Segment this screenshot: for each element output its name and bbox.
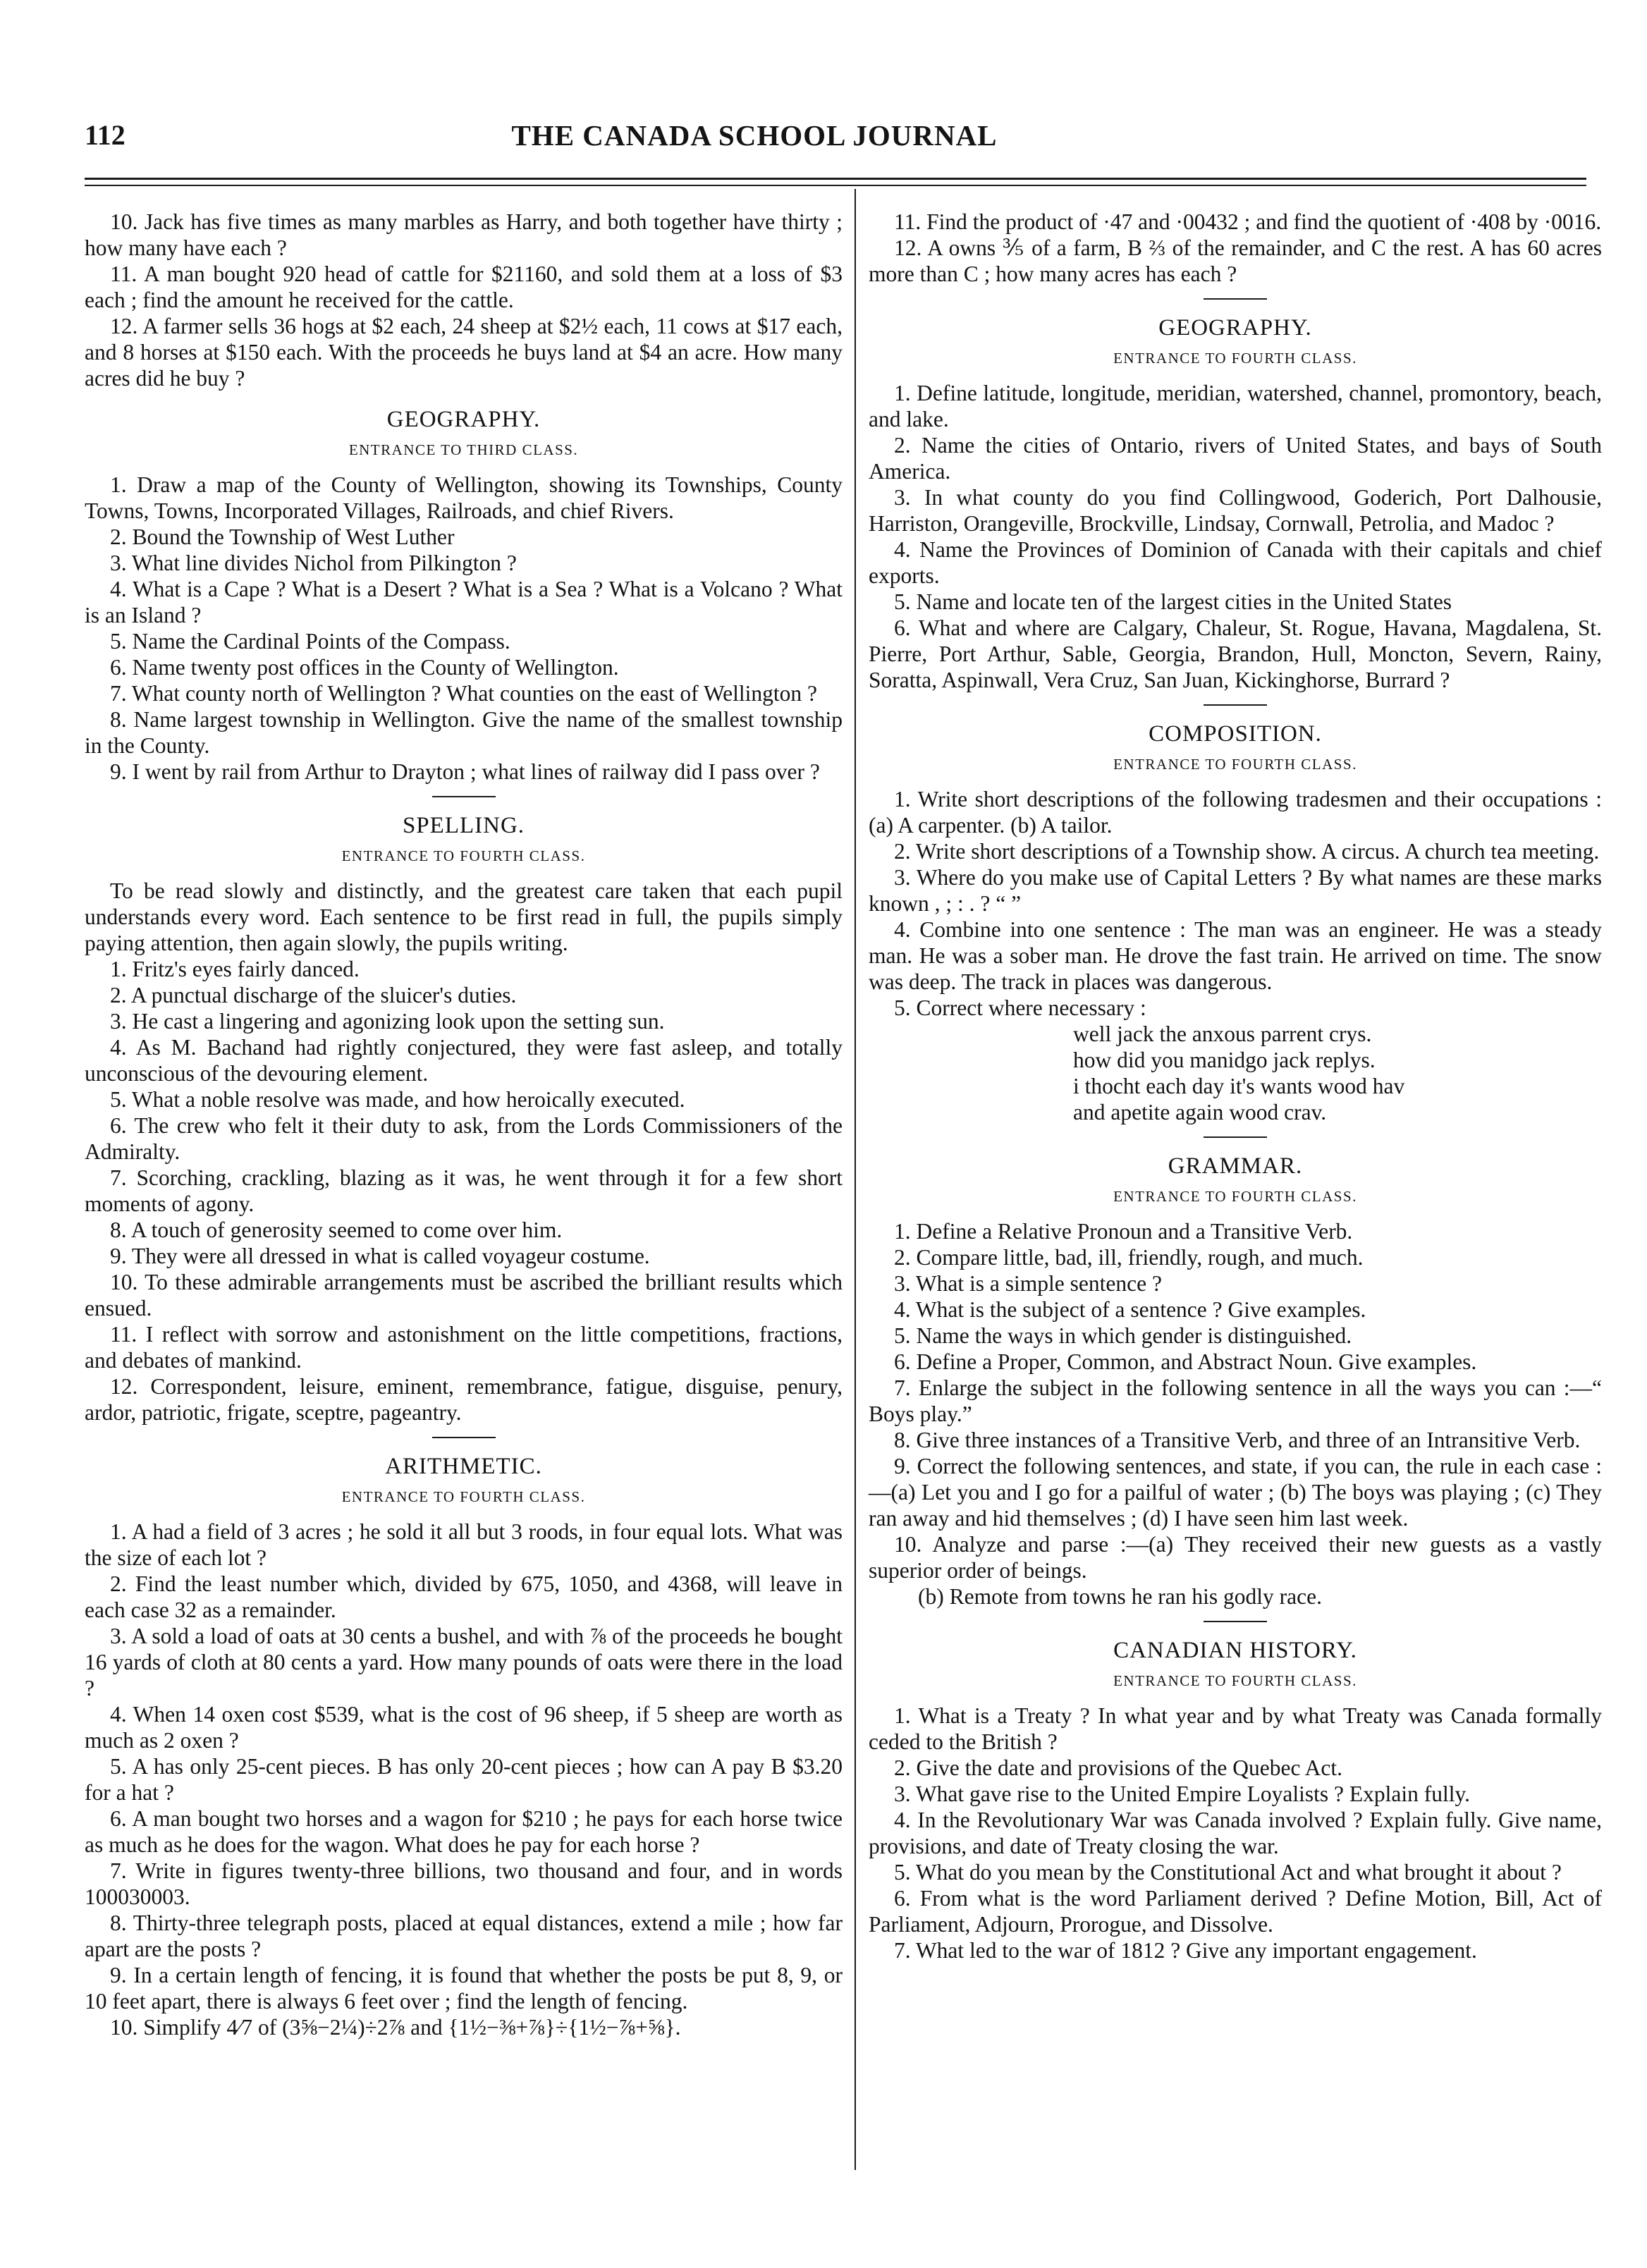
section-heading-arithmetic: ARITHMETIC. <box>385 1454 542 1479</box>
question: 10. Analyze and parse :—(a) They received their new guests as a vastly superior order of beings. <box>869 1532 1602 1583</box>
question: 8. Give three instances of a Transitive Verb, and three of an Intransitive Verb. <box>894 1428 1581 1452</box>
section-divider <box>1204 1621 1267 1622</box>
question: 11. Find the product of ·47 and ·00432 ; and find the quotient of ·408 by ·0016. <box>894 209 1602 234</box>
right-column <box>869 209 1602 1963</box>
journal-title: THE CANADA SCHOOL JOURNAL <box>511 119 998 152</box>
question: 4. What is the subject of a sentence ? Give examples. <box>894 1297 1366 1322</box>
spelling-item: 6. The crew who felt it their duty to ask, from the Lords Commissioners of the Admiralty. <box>85 1113 843 1164</box>
section-divider <box>1204 298 1267 300</box>
question: 7. What county north of Wellington ? What counties on the east of Wellington ? <box>110 681 818 706</box>
question: 3. What is a simple sentence ? <box>894 1271 1162 1296</box>
question: 1. Define a Relative Pronoun and a Transitive Verb. <box>894 1219 1353 1244</box>
section-divider <box>1204 704 1267 706</box>
question-sub-item: (b) Remote from towns he ran his godly race. <box>918 1584 1322 1609</box>
spelling-item: 8. A touch of generosity seemed to come over him. <box>110 1218 563 1242</box>
left-column <box>85 209 843 2040</box>
verse-line: i thocht each day it's wants wood hav <box>1073 1074 1405 1098</box>
question: 2. Write short descriptions of a Township show. A circus. A church tea meeting. <box>894 839 1600 864</box>
header-rule-thin <box>85 185 1586 186</box>
question: 6. A man bought two horses and a wagon for $210 ; he pays for each horse twice as much as he does for the wagon. What does he pay for each horse ? <box>85 1806 843 1857</box>
question: 3. What gave rise to the United Empire Loyalists ? Explain fully. <box>894 1782 1471 1806</box>
question: 4. What is a Cape ? What is a Desert ? What is a Sea ? What is a Volcano ? What is an Island ? <box>85 577 843 627</box>
spelling-item: 11. I reflect with sorrow and astonishment on the little competitions, fractions, and debates of mankind. <box>85 1322 843 1373</box>
question: 10. Simplify 4⁄7 of (3⅝−2¼)÷2⅞ and {1½−⅜+⅞}÷{1½−⅞+⅝}. <box>110 2015 681 2040</box>
question: 4. In the Revolutionary War was Canada involved ? Explain fully. Give name, provisions, and date of Treaty closing the war. <box>869 1808 1602 1858</box>
question: 11. A man bought 920 head of cattle for $21160, and sold them at a loss of $3 each ; find the amount he received for the cattle. <box>85 262 843 312</box>
section-subheading: ENTRANCE TO FOURTH CLASS. <box>341 1488 586 1505</box>
verse-to-correct <box>869 1021 1602 1125</box>
question: 2. Find the least number which, divided by 675, 1050, and 4368, will leave in each case 32 as a remainder. <box>85 1571 843 1622</box>
question: 1. Draw a map of the County of Wellington, showing its Townships, County Towns, Towns, Incorporated Villages, Railroads, and chief Rivers. <box>85 472 843 523</box>
section-heading-grammar: GRAMMAR. <box>1168 1153 1303 1179</box>
question: 9. I went by rail from Arthur to Drayton ; what lines of railway did I pass over ? <box>110 759 820 784</box>
question: 6. From what is the word Parliament derived ? Define Motion, Bill, Act of Parliament, Adjourn, Prorogue, and Dissolve. <box>869 1886 1602 1937</box>
header-rule-thick <box>85 178 1586 180</box>
section-subheading: ENTRANCE TO FOURTH CLASS. <box>341 847 586 864</box>
question: 8. Name largest township in Wellington. Give the name of the smallest township in the County. <box>85 707 843 758</box>
question: 6. Name twenty post offices in the County of Wellington. <box>110 655 619 680</box>
section-heading-spelling: SPELLING. <box>402 813 525 838</box>
spelling-item: 9. They were all dressed in what is called voyageur costume. <box>110 1244 650 1268</box>
question: 1. Write short descriptions of the following tradesmen and their occupations : (a) A carpenter. (b) A tailor. <box>869 787 1602 838</box>
question: 1. A had a field of 3 acres ; he sold it all but 3 roods, in four equal lots. What was the size of each lot ? <box>85 1519 843 1570</box>
question: 5. A has only 25-cent pieces. B has only 20-cent pieces ; how can A pay B $3.20 for a hat ? <box>85 1754 843 1805</box>
spelling-item: 5. What a noble resolve was made, and how heroically executed. <box>110 1087 685 1112</box>
spelling-item: 10. To these admirable arrangements must be ascribed the brilliant results which ensued. <box>85 1270 843 1320</box>
question: 6. Define a Proper, Common, and Abstract Noun. Give examples. <box>894 1349 1477 1374</box>
spelling-item: 1. Fritz's eyes fairly danced. <box>110 957 360 981</box>
spelling-item: 3. He cast a lingering and agonizing look upon the setting sun. <box>110 1009 665 1034</box>
question: 12. A farmer sells 36 hogs at $2 each, 24 sheep at $2½ each, 11 cows at $17 each, and 8 horses at $150 each. With the proceeds he buys land at $4 an acre. How many acres did he buy ? <box>85 314 843 391</box>
section-subheading: ENTRANCE TO FOURTH CLASS. <box>1113 1672 1357 1689</box>
question: 3. A sold a load of oats at 30 cents a bushel, and with ⅞ of the proceeds he bought 16 yards of cloth at 80 cents a yard. How many pounds of oats were there in the load ? <box>85 1624 843 1700</box>
page-number: 112 <box>85 119 125 151</box>
question: 2. Compare little, bad, ill, friendly, rough, and much. <box>894 1245 1364 1270</box>
section-subheading: ENTRANCE TO FOURTH CLASS. <box>1113 756 1357 773</box>
question: 2. Name the cities of Ontario, rivers of United States, and bays of South America. <box>869 433 1602 484</box>
section-divider <box>432 796 496 797</box>
question: 9. In a certain length of fencing, it is found that whether the posts be put 8, 9, or 10 feet apart, there is always 6 feet over ; find the length of fencing. <box>85 1963 843 2013</box>
section-divider <box>432 1437 496 1438</box>
column-divider <box>855 189 856 2170</box>
question: 8. Thirty-three telegraph posts, placed at equal distances, extend a mile ; how far apart are the posts ? <box>85 1911 843 1961</box>
spelling-item: 2. A punctual discharge of the sluicer's duties. <box>110 983 517 1007</box>
question: 7. What led to the war of 1812 ? Give any important engagement. <box>894 1938 1477 1963</box>
section-heading-canadian-history: CANADIAN HISTORY. <box>1113 1638 1357 1663</box>
question: 10. Jack has five times as many marbles as Harry, and both together have thirty ; how many have each ? <box>85 209 843 260</box>
question: 2. Bound the Township of West Luther <box>110 525 455 549</box>
question: 6. What and where are Calgary, Chaleur, St. Rogue, Havana, Magdalena, St. Pierre, Port Arthur, Sable, Georgia, Brandon, Hull, Moncton, Severn, Rainy, Soratta, Aspinwall, Vera Cruz, San Juan, Kickinghorse, Burrard ? <box>869 615 1602 692</box>
running-header <box>85 118 1579 168</box>
question: 5. Name the Cardinal Points of the Compass. <box>110 629 510 654</box>
question: 3. In what county do you find Collingwood, Goderich, Port Dalhousie, Harriston, Orangeville, Brockville, Lindsay, Cornwall, Petrolia, and Madoc ? <box>869 485 1602 536</box>
section-subheading: ENTRANCE TO THIRD CLASS. <box>348 441 579 458</box>
section-heading-composition: COMPOSITION. <box>1149 721 1322 747</box>
spelling-item: 12. Correspondent, leisure, eminent, remembrance, fatigue, disguise, penury, ardor, patriotic, frigate, sceptre, pageantry. <box>85 1374 843 1425</box>
question: 5. Name the ways in which gender is distinguished. <box>894 1323 1352 1348</box>
question: 5. What do you mean by the Constitutional Act and what brought it about ? <box>894 1860 1562 1884</box>
question: 9. Correct the following sentences, and state, if you can, the rule in each case :—(a) Let you and I go for a pailful of water ; (b) The boys was playing ; (c) They ran away and hid themselves ; (d) I have seen him last week. <box>869 1454 1602 1531</box>
question: 4. Name the Provinces of Dominion of Canada with their capitals and chief exports. <box>869 537 1602 588</box>
question: 1. What is a Treaty ? In what year and by what Treaty was Canada formally ceded to the British ? <box>869 1703 1602 1754</box>
verse-line: how did you manidgo jack replys. <box>1073 1048 1376 1072</box>
question: 4. When 14 oxen cost $539, what is the cost of 96 sheep, if 5 sheep are worth as much as 2 oxen ? <box>85 1702 843 1753</box>
question: 7. Enlarge the subject in the following sentence in all the ways you can :—“ Boys play.” <box>869 1375 1602 1426</box>
question: 5. Correct where necessary : <box>894 995 1146 1020</box>
spelling-instructions: To be read slowly and distinctly, and the greatest care taken that each pupil understands every word. Each sentence to be first read in full, the pupils simply paying attention, then again slowly, the pupils writing. <box>85 878 843 955</box>
question: 3. Where do you make use of Capital Letters ? By what names are these marks known , ; : . ? “ ” <box>869 865 1602 916</box>
section-heading-geography: GEOGRAPHY. <box>386 407 541 432</box>
section-divider <box>1204 1136 1267 1138</box>
question: 7. Write in figures twenty-three billions, two thousand and four, and in words 100030003. <box>85 1858 843 1909</box>
question: 12. A owns ⅗ of a farm, B ⅔ of the remainder, and C the rest. A has 60 acres more than C ; how many acres has each ? <box>869 235 1602 286</box>
spelling-item: 7. Scorching, crackling, blazing as it was, he went through it for a few short moments of agony. <box>85 1165 843 1216</box>
section-heading-geography: GEOGRAPHY. <box>1158 315 1312 341</box>
verse-line: and apetite again wood crav. <box>1073 1100 1327 1124</box>
question: 3. What line divides Nichol from Pilkington ? <box>110 551 517 575</box>
question: 5. Name and locate ten of the largest cities in the United States <box>894 589 1452 614</box>
question: 4. Combine into one sentence : The man was an engineer. He was a steady man. He was a sober man. He drove the fast train. He arrived on time. The snow was deep. The track in places was dangerous. <box>869 917 1602 994</box>
spelling-item: 4. As M. Bachand had rightly conjectured, they were fast asleep, and totally unconscious of the devouring element. <box>85 1035 843 1086</box>
question: 1. Define latitude, longitude, meridian, watershed, channel, promontory, beach, and lake. <box>869 381 1602 431</box>
section-subheading: ENTRANCE TO FOURTH CLASS. <box>1113 1188 1357 1205</box>
verse-line: well jack the anxous parrent crys. <box>1073 1022 1372 1046</box>
question: 2. Give the date and provisions of the Quebec Act. <box>894 1755 1342 1780</box>
section-subheading: ENTRANCE TO FOURTH CLASS. <box>1113 350 1357 367</box>
